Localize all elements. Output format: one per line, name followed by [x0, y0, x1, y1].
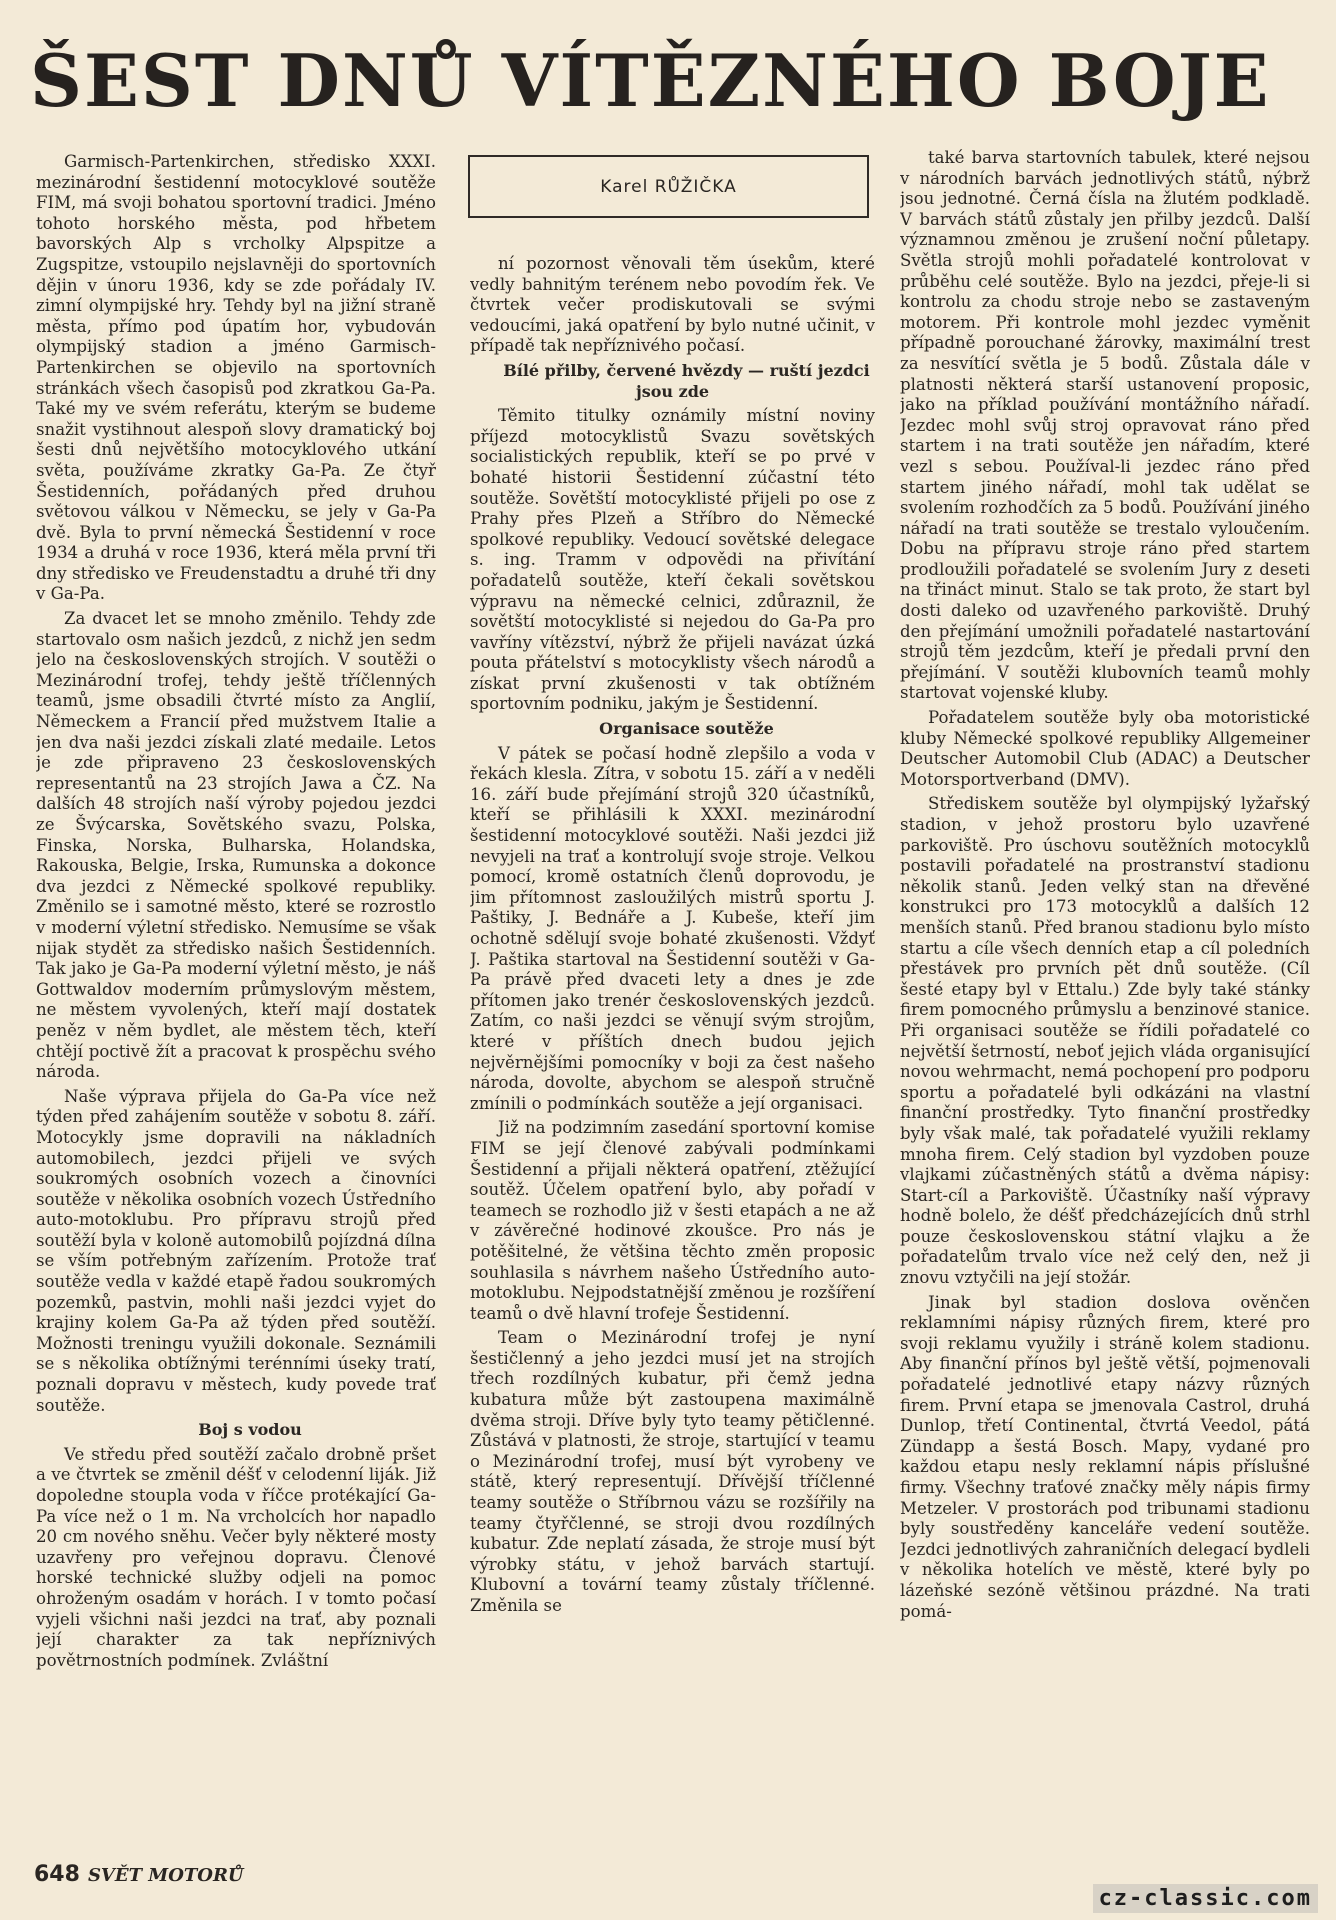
section-heading: Boj s vodou: [198, 1420, 302, 1440]
site-watermark: cz-classic.com: [1093, 1884, 1318, 1913]
paragraph: Team o Mezinárodní trofej je nyní šestičlenný a jeho jezdci musí jet na strojích třech rozdílných kubatur, při čemž jedna kubatura může být zastoupena maximálně dvěma stroji. Dříve byly tyto teamy pětičlenné. Zůstává v platnosti, že stroje, startující v teamu o Mezinárodní trofej, musí být vyrobeny ve státě, který representují. Dřívější tříčlenné teamy soutěže o Stříbrnou vázu se rozšířily na teamy čtyřčlenné, se stroji dvou rozdílných kubatur. Zde neplatí zásada, že stroje musí být výrobky státu, v jehož barvách startují. Klubovní a tovární teamy zůstaly tříčlenné. Změnila se: [470, 1328, 875, 1615]
author-box: [468, 155, 869, 218]
paragraph: ní pozornost věnovali těm úsekům, které vedly bahnitým terénem nebo povodím řek. Ve čtvrtek večer prodiskutovali se svými vedoucími, jaká opatření by bylo nutné učinit, v případě tak nepříznivého počasí.: [470, 254, 875, 356]
author-name: Karel RŮŽIČKA: [600, 176, 737, 197]
paragraph: Jinak byl stadion doslova ověnčen reklamními nápisy různých firem, které pro svoji reklamu využily i stráně kolem stadionu. Aby finanční přínos byl ještě větší, pojmenovali pořadatelé jednotlivé etapy názvy různých firem. První etapa se jmenovala Castrol, druhá Dunlop, třetí Continental, čtvrtá Veedol, pátá Zündapp a šestá Bosch. Mapy, vydané pro každou etapu nesly reklamní nápis příslušné firmy. Všechny traťové značky měly nápis firmy Metzeler. V prostorách pod tribunami stadionu byly soustředěny kanceláře vedení soutěže. Jezdci jednotlivých zahraničních delegací bydleli v několika hotelích ve městě, které byly po lázeňské sezóně většinou prázdné. Na trati pomá-: [900, 1292, 1310, 1621]
section-heading: Organisace soutěže: [599, 719, 774, 739]
page-footer: [34, 1862, 244, 1887]
paragraph: také barva startovních tabulek, které nejsou v národních barvách jednotlivých států, nýbrž jsou jednotné. Černá čísla na žlutém podkladě. V barvách států zůstaly jen přilby jezdců. Další významnou změnou je zrušení noční půletapy. Světla strojů mohli pořadatelé kontrolovat v průběhu celé soutěže. Bylo na jezdci, přeje-li si kontrolu za chodu stroje nebo se zastaveným motorem. Při kontrole mohl jezdec vyměnit případně porouchané žárovky, maximální trest za nesvítící světla je 5 bodů. Zůstala dále v platnosti některá starší ustanovení proposic, jako na příklad používání montážního nářadí. Jezdec mohl svůj stroj opravovat ráno před startem i na trati soutěže jen nářadím, které vezl s sebou. Používal-li jezdec ráno před startem jiného nářadí, mohl tak udělat se svolením rozhodčích za 5 bodů. Používání jiného nářadí na trati soutěže se trestalo vyloučením. Dobu na přípravu stroje ráno před startem prodloužili pořadatelé se svolením Jury z deseti na třináct minut. Stalo se tak proto, že start byl dosti daleko od uzavřeného parkoviště. Druhý den přejímání umožnili pořadatelé nastartování strojů těm jezdcům, kteří je předali první den přejímání. V soutěži klubovních teamů mohly startovat vojenské kluby.: [900, 148, 1310, 703]
paragraph: Ve středu před soutěží začalo drobně pršet a ve čtvrtek se změnil déšť v celodenní liják. Již dopoledne stoupla voda v říčce protékající Ga-Pa více než o 1 m. Na vrcholcích hor napadlo 20 cm nového sněhu. Večer byly některé mosty uzavřeny pro veřejnou dopravu. Členové horské technické služby odjeli na pomoc ohroženým osadám v horách. I v tomto počasí vyjeli všichni naši jezdci na trať, aby poznali její charakter za tak nepříznivých povětrnostních podmínek. Zvláštní: [36, 1444, 436, 1670]
page-number: 648: [34, 1862, 80, 1887]
column-middle: [470, 254, 875, 1854]
paragraph: V pátek se počasí hodně zlepšilo a voda v řekách klesla. Zítra, v sobotu 15. září a v neděli 16. září bude přejímání strojů 320 účastníků, kteří se přihlásili k XXXI. mezinárodní šestidenní motocyklové soutěži. Naši jezdci již nevyjeli na trať a kontrolují svoje stroje. Velkou pomocí, kromě ostatních členů doprovodu, je jim přítomnost zasloužilých mistrů sportu J. Paštiky, J. Bednáře a J. Kubeše, kteří jim ochotně sdělují svoje bohaté zkušenosti. Vždyť J. Paštika startoval na Šestidenní soutěži v Ga-Pa právě před dvaceti lety a dnes je zde přítomen jako trenér československých jezdců. Zatím, co naši jezdci se věnují svým strojům, které v příštích dnech budou jejich nejvěrnějšími pomocníky v boji za čest našeho národa, dovolte, abychom se alespoň stručně zmínili o podmínkách soutěže a její organisaci.: [470, 743, 875, 1113]
column-left: [36, 152, 436, 1852]
paragraph: Pořadatelem soutěže byly oba motoristické kluby Německé spolkové republiky Allgemeiner Deutscher Automobil Club (ADAC) a Deutscher Motorsportverband (DMV).: [900, 708, 1310, 789]
paragraph: Za dvacet let se mnoho změnilo. Tehdy zde startovalo osm našich jezdců, z nichž jen sedm jelo na československých strojích. V soutěži o Mezinárodní trofej, tehdy ještě tříčlenných teamů, jsme obsadili čtvrté místo za Anglií, Německem a Francií před mužstvem Italie a jen dva naši jezdci získali zlaté medaile. Letos je zde připraveno 23 československých representantů na 23 strojích Jawa a ČZ. Na dalších 48 strojích naší výroby pojedou jezdci ze Švýcarska, Sovětského svazu, Polska, Finska, Norska, Bulharska, Holandska, Rakouska, Belgie, Irska, Rumunska a dokonce dva jezdci z Německé spolkové republiky. Změnilo se i samotné město, které se rozrostlo v moderní výletní středisko. Nemusíme se však nijak stydět za středisko našich Šestidenních. Tak jako je Ga-Pa moderní výletní město, je náš Gottwaldov moderním průmyslovým městem, ne městem vyvolených, kteří mají dostatek peněz v něm bydlet, ale městem těch, kteří chtějí poctivě žít a pracovat k prospěchu svého národa.: [36, 609, 436, 1082]
column-right: [900, 148, 1310, 1858]
paragraph: Těmito titulky oznámily místní noviny příjezd motocyklistů Svazu sovětských socialistických republik, kteří se po prvé v bohaté historii Šestidenní zúčastní této soutěže. Sovětští motocyklisté přijeli po ose z Prahy přes Plzeň a Stříbro do Německé spolkové republiky. Vedoucí sovětské delegace s. ing. Tramm v odpovědi na přivítání pořadatelů soutěže, kteří čekali sovětskou výpravu na německé celnici, zdůraznil, že sovětští motocyklisté si nejedou do Ga-Pa pro vavříny vítězství, nýbrž že přijeli navázat úzká pouta přátelství s motocyklisty všech národů a získat první zkušenosti v tak obtížném sportovním podniku, jakým je Šestidenní.: [470, 406, 875, 714]
paragraph: Střediskem soutěže byl olympijský lyžařský stadion, v jehož prostoru bylo uzavřené parkoviště. Pro úschovu soutěžních motocyklů postavili pořadatelé na prostranství stadionu několik stanů. Jeden velký stan na dřevěné konstrukci pro 173 motocyklů a dalších 12 menších stanů. Před branou stadionu bylo místo startu a cíle všech denních etap a cíl poledních přestávek pro prvních pět dnů soutěže. (Cíl šesté etapy byl v Ettalu.) Zde byly také stánky firem pomocného průmyslu a benzinové stanice. Při organisaci soutěže se řídili pořadatelé co největší šetrností, neboť jejich vláda organisující novou wehrmacht, nemá pochopení pro podporu sportu a pořadatelé byli odkázáni na vlastní finanční prostředky. Tyto finanční prostředky byly však malé, tak pořadatelé využili reklamy mnoha firem. Celý stadion byl vyzdoben pouze vlajkami zúčastněných států a dvěma nápisy: Start-cíl a Parkoviště. Účastníky naší výpravy hodně bolelo, že déšť předcházejících dnů strhl pouze československou státní vlajku a že pořadatelům trvalo více než celý den, než ji znovu vztyčili na její stožár.: [900, 794, 1310, 1288]
paragraph: Naše výprava přijela do Ga-Pa více než týden před zahájením soutěže v sobotu 8. září. Motocykly jsme dopravili na nákladních automobilech, jezdci přijeli ve svých soukromých osobních vozech a činovníci soutěže v několika osobních vozech Ústředního auto-motoklubu. Pro přípravu strojů před soutěží byla v koloně automobilů pojízdná dílna se vším potřebným zařízením. Protože trať soutěže vedla v každé etapě řadou soukromých pozemků, pastvin, mohli naši jezdci vyjet do krajiny kolem Ga-Pa až týden před soutěží. Možnosti treningu využili dokonale. Seznámili se s několika obtížnými terénními úseky tratí, poznali dopravu v městech, kudy povede trať soutěže.: [36, 1086, 436, 1415]
section-heading: Bílé přilby, červené hvězdy — ruští jezdci jsou zde: [503, 360, 870, 401]
article-headline: ŠEST DNŮ VÍTĚZNÉHO BOJE: [30, 38, 1271, 123]
magazine-name: SVĚT MOTORŮ: [87, 1865, 244, 1886]
paragraph: Již na podzimním zasedání sportovní komise FIM se její členové zabývali podmínkami Šestidenní a přijali některá opatření, ztěžující soutěž. Účelem opatření bylo, aby pořadí v teamech se rozhodlo již v šesti etapách a ne až v závěrečné hodinové zkoušce. Pro nás je potěšitelné, že většina těchto změn proposic souhlasila s návrhem našeho Ústředního auto-motoklubu. Nejpodstatnější změnou je rozšíření teamů o dvě hlavní trofeje Šestidenní.: [470, 1118, 875, 1323]
paragraph: Garmisch-Partenkirchen, středisko XXXI. mezinárodní šestidenní motocyklové soutěže FIM, má svoji bohatou sportovní tradici. Jméno tohoto horského města, pod hřbetem bavorských Alp s vrcholky Alpspitze a Zugspitze, vstoupilo nejslavněji do sportovních dějin v únoru 1936, kdy se zde pořádaly IV. zimní olympijské hry. Tehdy byl na jižní straně města, přímo pod úpatím hor, vybudován olympijský stadion a jméno Garmisch-Partenkirchen se objevilo na sportovních stránkách všech časopisů pod zkratkou Ga-Pa. Také my ve svém referátu, kterým se budeme snažit vystihnout alespoň slovy dramatický boj šesti dnů největšího motocyklového utkání světa, používáme zkratky Ga-Pa. Ze čtyř Šestidenních, pořádaných před druhou světovou válkou v Německu, se jely v Ga-Pa dvě. Byla to první německá Šestidenní v roce 1934 a druhá v roce 1936, která měla první tři dny středisko ve Freudenstadtu a druhé tři dny v Ga-Pa.: [36, 152, 436, 604]
